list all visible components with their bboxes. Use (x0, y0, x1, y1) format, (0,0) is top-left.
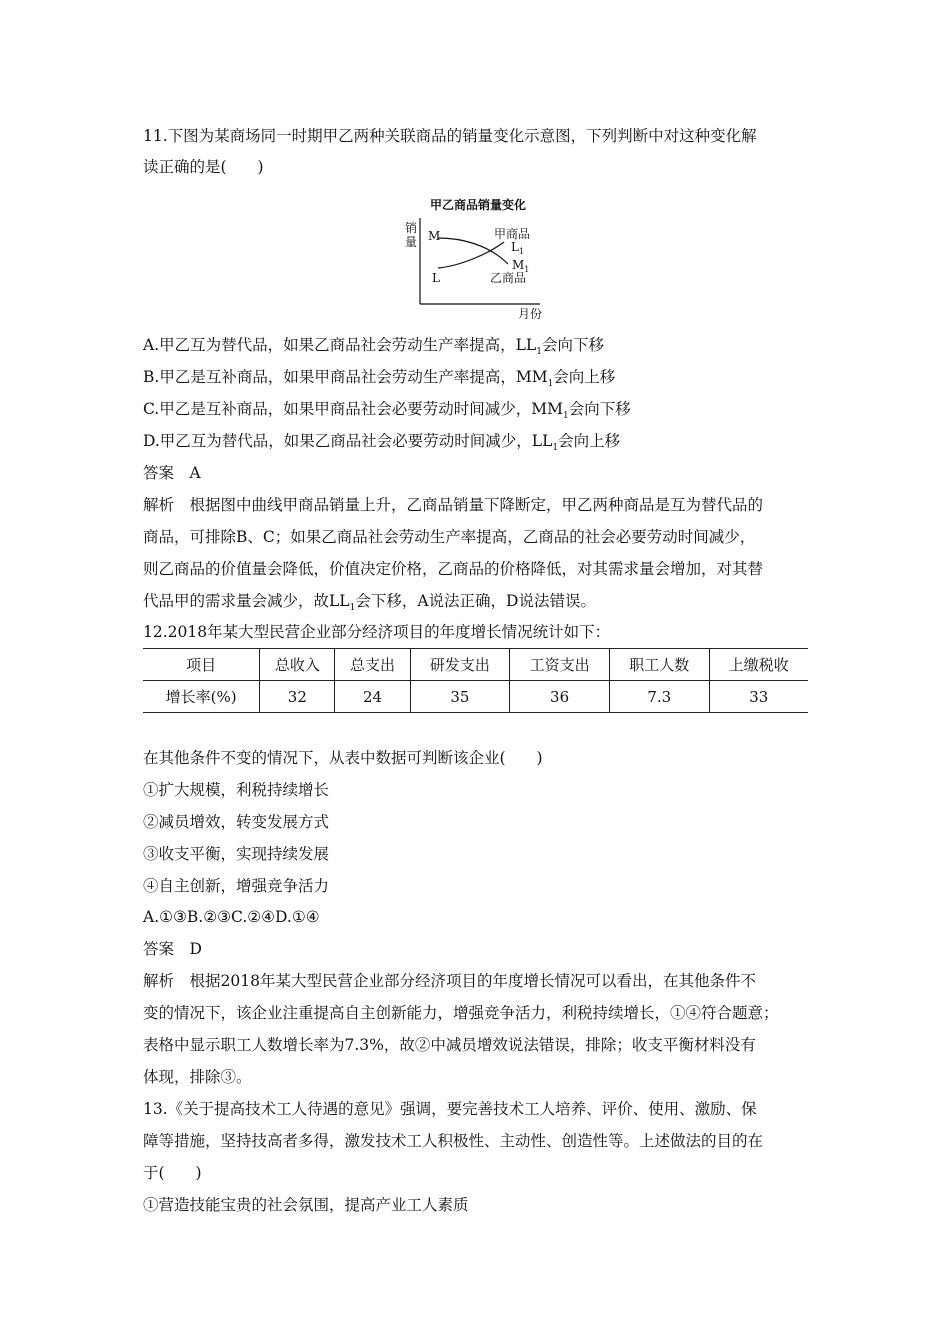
q12-answer: 答案 D (143, 940, 202, 958)
table-header-cell: 工资支出 (510, 649, 610, 681)
table-row (143, 681, 808, 713)
table-header-cell: 上缴税收 (709, 649, 808, 681)
q11-stem-line2: 读正确的是( ) (143, 158, 264, 176)
y-axis-label-2: 量 (405, 235, 418, 249)
table-cell: 35 (410, 681, 510, 713)
figure-title: 甲乙商品销量变化 (430, 198, 527, 212)
q11-option-d: D.甲乙互为替代品，如果乙商品社会必要劳动时间减少，$LL_1$会向上移 (143, 432, 621, 454)
q12-stem: 12.2018年某大型民营企业部分经济项目的年度增长情况统计如下： (143, 623, 611, 641)
label-L: L (432, 271, 440, 285)
table-cell: 36 (510, 681, 610, 713)
q12-options: A.①③B.②③C.②④D.①④ (143, 908, 320, 926)
label-yi-goods: 乙商品 (490, 271, 527, 285)
q13-stem-line3: 于( ) (143, 1164, 202, 1182)
table-header-cell: 职工人数 (609, 649, 709, 681)
curve-LL1 (438, 242, 504, 268)
table-header-row (143, 649, 808, 681)
q13-stem-line1: 13.《关于提高技术工人待遇的意见》强调，要完善技术工人培养、评价、使用、激励、保 (143, 1100, 757, 1118)
growth-table (143, 648, 808, 713)
table-cell: 33 (709, 681, 808, 713)
q13-item-1: ①营造技能宝贵的社会氛围，提高产业工人素质 (143, 1196, 469, 1214)
q11-answer: 答案 A (143, 464, 201, 482)
q12-explanation-line4: 体现，排除③。 (143, 1068, 252, 1086)
q11-stem-line1: 11.下图为某商场同一时期甲乙两种关联商品的销量变化示意图，下列判断中对这种变化解 (143, 127, 757, 145)
curve-MM1 (438, 238, 508, 264)
q11-option-c: C.甲乙是互补商品，如果甲商品社会必要劳动时间减少，$MM_1$会向下移 (143, 400, 631, 422)
label-M: M (428, 229, 441, 243)
q11-option-a: A.甲乙互为替代品，如果乙商品社会劳动生产率提高，$LL_1$会向下移 (143, 336, 604, 358)
x-axis-label: 月份 (518, 307, 543, 321)
q11-option-b: B.甲乙是互补商品，如果甲商品社会劳动生产率提高，$MM_1$会向上移 (143, 368, 616, 390)
q11-explanation-line1: 解析 根据图中曲线甲商品销量上升，乙商品销量下降断定，甲乙两种商品是互为替代品的 (143, 496, 764, 514)
q12-item-3: ③收支平衡，实现持续发展 (143, 845, 330, 863)
label-jia-goods: 甲商品 (494, 227, 531, 241)
q12-explanation-line1: 解析 根据2018年某大型民营企业部分经济项目的年度增长情况可以看出，在其他条件不 (143, 972, 756, 990)
q11-explanation-line4: 代品甲的需求量会减少，故$LL_1$会下移，A说法正确，D说法错误。 (143, 592, 596, 614)
table-cell: 24 (335, 681, 410, 713)
table-header-cell: 项目 (143, 649, 260, 681)
label-M1: $M_1$ (512, 258, 530, 274)
q12-item-1: ①扩大规模，利税持续增长 (143, 781, 330, 799)
q11-explanation-line3: 则乙商品的价值量会降低，价值决定价格，乙商品的价格降低，对其需求量会增加，对其替 (143, 560, 764, 578)
q12-item-4: ④自主创新，增强竞争活力 (143, 877, 330, 895)
q12-item-2: ②减员增效，转变发展方式 (143, 813, 330, 831)
label-L1: $L_1$ (511, 240, 525, 256)
q11-explanation-line2: 商品，可排除B、C；如果乙商品社会劳动生产率提高，乙商品的社会必要劳动时间减少， (143, 528, 756, 546)
table-header-cell: 总支出 (335, 649, 410, 681)
q12-explanation-line2: 变的情况下，该企业注重提高自主创新能力，增强竞争活力，利税持续增长，①④符合题意； (143, 1004, 779, 1022)
y-axis-label-1: 销 (405, 221, 418, 235)
table-cell: 增长率(%) (143, 681, 260, 713)
table-cell: 32 (260, 681, 335, 713)
sales-trend-figure (398, 212, 558, 324)
q13-stem-line2: 障等措施，坚持技高者多得，激发技术工人积极性、主动性、创造性等。上述做法的目的在 (143, 1132, 764, 1150)
table-header-cell: 总收入 (260, 649, 335, 681)
q12-explanation-line3: 表格中显示职工人数增长率为7.3%，故②中减员增效说法错误，排除；收支平衡材料没有 (143, 1036, 756, 1054)
table-header-cell: 研发支出 (410, 649, 510, 681)
table-cell: 7.3 (609, 681, 709, 713)
q12-question: 在其他条件不变的情况下，从表中数据可判断该企业( ) (143, 749, 543, 767)
